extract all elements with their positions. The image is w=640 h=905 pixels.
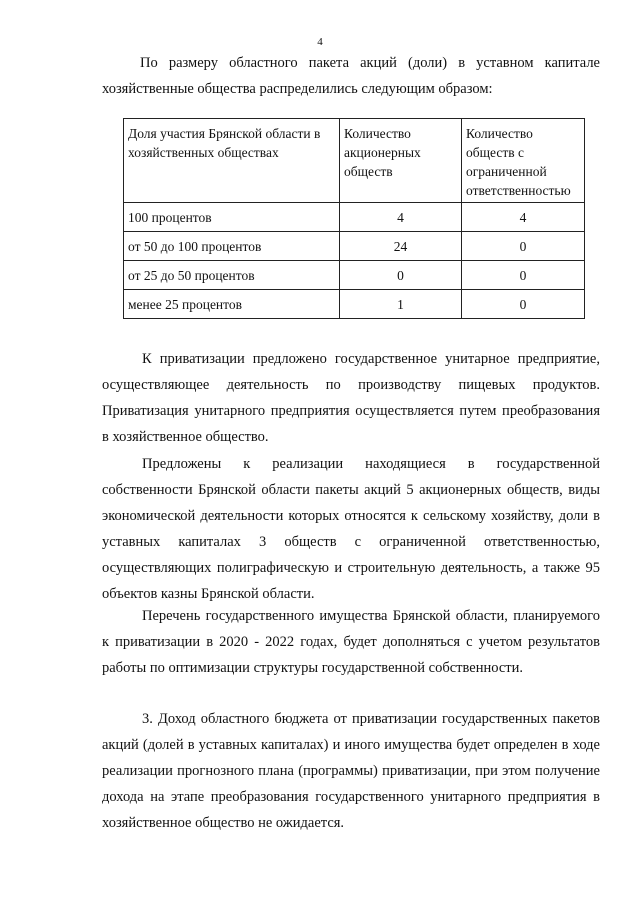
row-joint-stock-value: 4 bbox=[340, 203, 462, 232]
table-row bbox=[124, 290, 585, 319]
ownership-distribution-table bbox=[123, 118, 585, 319]
header-share: Доля участия Брянской области в хозяйственных обществах bbox=[124, 119, 340, 203]
row-llc-value: 0 bbox=[462, 261, 585, 290]
table-row bbox=[124, 261, 585, 290]
offered-assets-paragraph: Предложены к реализации находящиеся в государственной собственности Брянской области пакеты акций 5 акционерных обществ, виды экономической деятельности которых относятся к сельскому хозяйству, доли в уставных капиталах 3 обществ с ограниченной ответственностью, осуществляющих полиграфическую и строительную деятельность, а также 95 объектов казны Брянской области. bbox=[102, 456, 600, 602]
row-share-label: от 50 до 100 процентов bbox=[124, 232, 340, 261]
header-llc-count: Количество обществ с ограниченной ответственностью bbox=[462, 119, 585, 203]
table-row bbox=[124, 232, 585, 261]
property-list-paragraph: Перечень государственного имущества Брянской области, планируемого к приватизации в 2020 - 2022 годах, будет дополняться с учетом результатов работы по оптимизации структуры государственной собственности. bbox=[102, 608, 600, 676]
intro-paragraph: По размеру областного пакета акций (доли) в уставном капитале хозяйственные общества распределились следующим образом: bbox=[102, 55, 600, 97]
row-share-label: от 25 до 50 процентов bbox=[124, 261, 340, 290]
budget-income-paragraph: 3. Доход областного бюджета от приватизации государственных пакетов акций (долей в уставных капиталах) и иного имущества будет определен в ходе реализации прогнозного плана (программы) приватизации, при этом получение дохода на этапе преобразования государственного унитарного предприятия в хозяйственное общество не ожидается. bbox=[102, 711, 600, 831]
row-share-label: 100 процентов bbox=[124, 203, 340, 232]
row-llc-value: 0 bbox=[462, 290, 585, 319]
row-llc-value: 4 bbox=[462, 203, 585, 232]
row-share-label: менее 25 процентов bbox=[124, 290, 340, 319]
header-joint-stock-count: Количество акционерных обществ bbox=[340, 119, 462, 203]
privatization-enterprise-paragraph: К приватизации предложено государственное унитарное предприятие, осуществляющее деятельность по производству пищевых продуктов. Приватизация унитарного предприятия осуществляется путем преобразования в хозяйственное общество. bbox=[102, 351, 600, 445]
row-llc-value: 0 bbox=[462, 232, 585, 261]
row-joint-stock-value: 24 bbox=[340, 232, 462, 261]
row-joint-stock-value: 1 bbox=[340, 290, 462, 319]
table-header-row bbox=[124, 119, 585, 203]
row-joint-stock-value: 0 bbox=[340, 261, 462, 290]
table-row bbox=[124, 203, 585, 232]
page-number: 4 bbox=[317, 36, 323, 48]
